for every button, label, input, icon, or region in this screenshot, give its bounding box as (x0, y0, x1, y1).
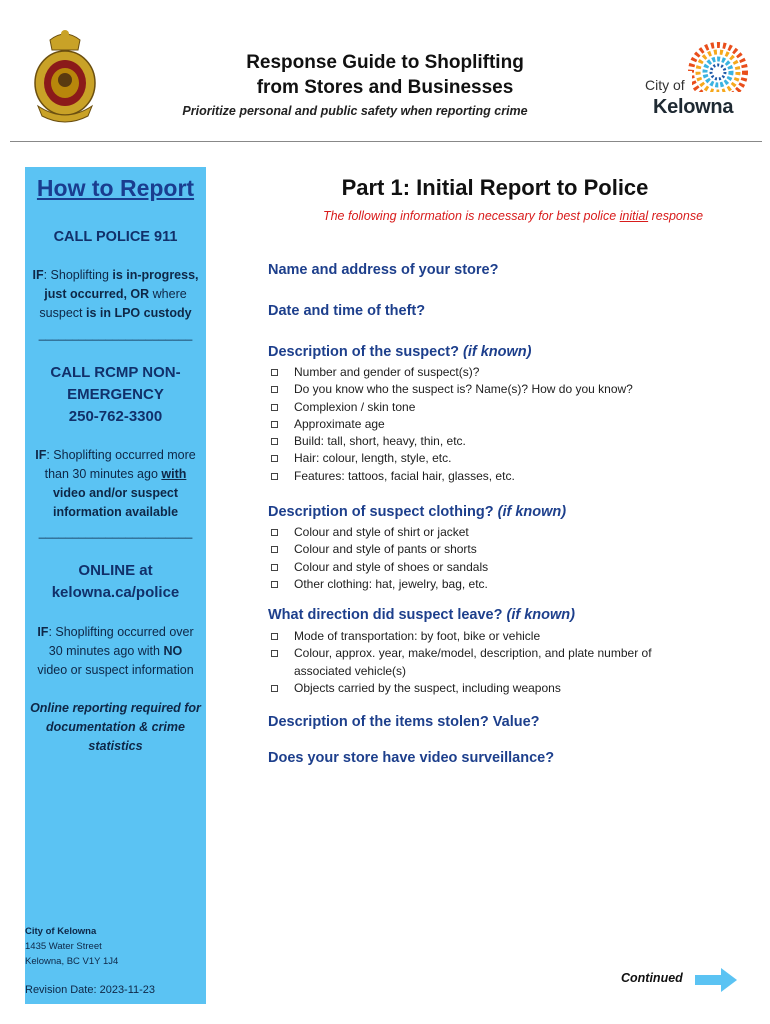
checklist-item (268, 524, 728, 541)
continued-label: Continued (621, 971, 683, 985)
right-arrow-icon (695, 968, 737, 992)
question-items-stolen: Description of the items stolen? Value? (268, 714, 540, 730)
call-911-label: CALL POLICE 911 (53, 229, 178, 245)
checklist-item-text: Colour and style of shoes or sandals (294, 559, 489, 574)
in-progress-condition: IF: Shoplifting is in-progress, just occurred, OR where suspect is in LPO custody (32, 268, 199, 320)
checkbox-icon (271, 650, 278, 657)
checklist-item-text: Colour, approx. year, make/model, description, and plate number of associated vehicle(s) (294, 646, 652, 678)
checklist-item-text: Other clothing: hat, jewelry, bag, etc. (294, 576, 488, 591)
checklist-item (268, 381, 728, 398)
checkbox-icon (271, 633, 278, 640)
checkbox-icon (271, 421, 278, 428)
checkbox-icon (271, 564, 278, 571)
part-title: Part 1: Initial Report to Police (341, 175, 649, 200)
question-date-time: Date and time of theft? (268, 303, 426, 319)
checkbox-icon (271, 386, 278, 393)
non-emergency-label: CALL RCMP NON- EMERGENCY 250-762-3300 (50, 364, 181, 425)
checklist-item (268, 468, 728, 485)
checklist-item (268, 541, 728, 558)
rcmp-crest-icon (30, 28, 100, 128)
checklist-item (268, 364, 728, 381)
logo-kelowna-text: Kelowna (653, 96, 734, 118)
question-video-surveillance: Does your store have video surveillance? (268, 750, 555, 766)
sidebar-divider: _______________________ (38, 525, 193, 539)
direction-checklist (268, 628, 698, 697)
checklist-item-text: Complexion / skin tone (294, 399, 416, 414)
suspect-checklist (268, 364, 728, 485)
question-clothing: Description of suspect clothing? (if known) (268, 504, 567, 520)
checklist-item (268, 628, 698, 645)
non-emergency-condition: IF: Shoplifting occurred more than 30 minutes ago with video and/or suspect information available (35, 448, 196, 519)
online-label: ONLINE at kelowna.ca/police (51, 562, 180, 601)
checklist-item (268, 433, 728, 450)
logo-city-of-text: City of (645, 77, 685, 93)
checkbox-icon (271, 404, 278, 411)
checklist-item-text: Colour and style of pants or shorts (294, 542, 477, 557)
checkbox-icon (271, 473, 278, 480)
checklist-item (268, 399, 728, 416)
checkbox-icon (271, 546, 278, 553)
checklist-item-text: Number and gender of suspect(s)? (294, 365, 480, 379)
city-address: City of Kelowna 1435 Water Street Kelowna, BC V1Y 1J4 (25, 926, 119, 967)
checklist-item-text: Hair: colour, length, style, etc. (294, 451, 452, 466)
checklist-item-text: Colour and style of shirt or jacket (294, 525, 469, 539)
checklist-item-text: Approximate age (294, 416, 385, 431)
checklist-item (268, 416, 728, 433)
revision-date: Revision Date: 2023-11-23 (25, 984, 156, 996)
checklist-item (268, 576, 728, 593)
online-reporting-note: Online reporting required for documentation & crime statistics (30, 701, 201, 753)
checklist-item (268, 559, 728, 576)
checkbox-icon (271, 581, 278, 588)
part-subtitle: The following information is necessary for best police initial response (322, 209, 704, 223)
sidebar-divider: _______________________ (38, 327, 193, 341)
sidebar-heading: How to Report (36, 175, 195, 201)
checkbox-icon (271, 369, 278, 376)
question-direction: What direction did suspect leave? (if known) (268, 607, 575, 623)
header-divider (10, 141, 762, 142)
checklist-item (268, 680, 698, 697)
checkbox-icon (271, 529, 278, 536)
checklist-item (268, 450, 728, 467)
checklist-item-text: Build: tall, short, heavy, thin, etc. (294, 434, 466, 449)
how-to-report-sidebar (25, 167, 206, 1004)
question-store-name: Name and address of your store? (268, 262, 499, 278)
question-suspect: Description of the suspect? (if known) (268, 344, 532, 360)
document-subtitle: Prioritize personal and public safety when reporting crime (182, 104, 528, 118)
checklist-item-text: Mode of transportation: by foot, bike or vehicle (294, 629, 541, 643)
checklist-item-text: Objects carried by the suspect, including weapons (294, 680, 561, 695)
checkbox-icon (271, 438, 278, 445)
document-title: Response Guide to Shoplifting from Stores and Businesses (246, 52, 524, 98)
checklist-item (268, 645, 698, 680)
page-header (0, 0, 770, 142)
checkbox-icon (271, 455, 278, 462)
checklist-item-text: Do you know who the suspect is? Name(s)? How do you know? (294, 382, 633, 397)
checkbox-icon (271, 685, 278, 692)
checklist-item-text: Features: tattoos, facial hair, glasses, etc. (294, 468, 515, 483)
online-condition: IF: Shoplifting occurred over 30 minutes ago with NO video or suspect information (37, 625, 194, 677)
clothing-checklist (268, 524, 728, 593)
